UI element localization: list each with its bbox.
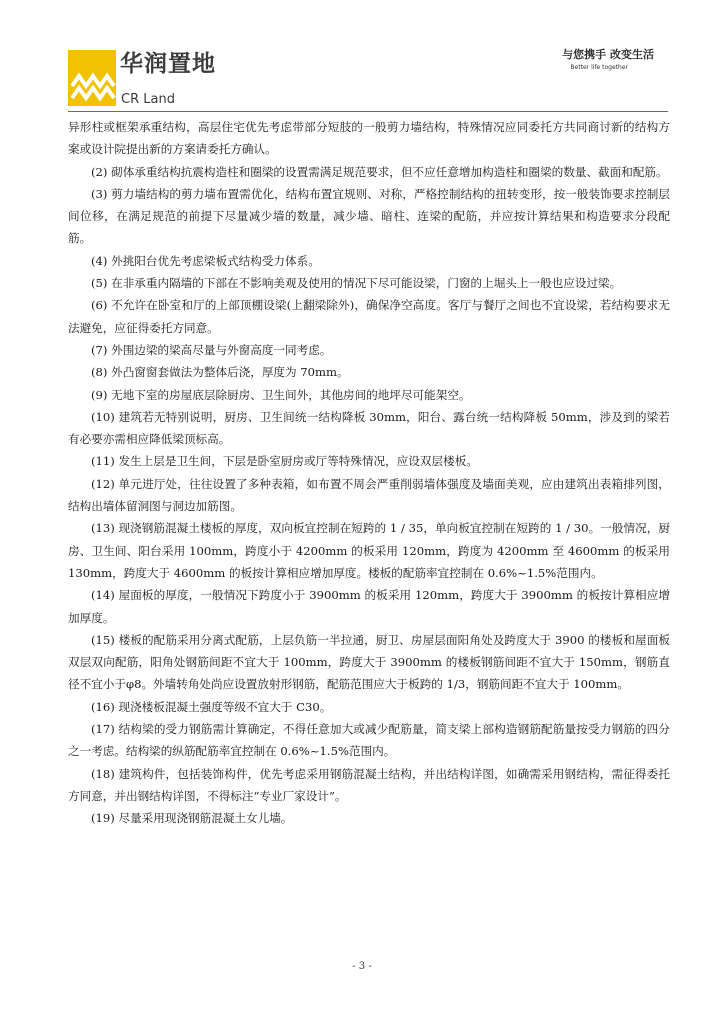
paragraph: (10) 建筑若无特别说明，厨房、卫生间统一结构降板 30mm，阳台、露台统一结构降板 50mm，涉及到的梁若有必要亦需相应降低梁顶标高。 (68, 409, 670, 447)
logo-chinese-name: 华润置地 (120, 51, 216, 77)
header-divider (68, 111, 668, 112)
paragraph: (2) 砌体承重结构抗震构造柱和圈梁的设置需满足规范要求，但不应任意增加构造柱和圈梁的数量、截面和配筋。 (91, 164, 668, 179)
document-body (68, 116, 670, 830)
paragraph: (4) 外挑阳台优先考虑梁板式结构受力体系。 (91, 253, 320, 268)
paragraph: (5) 在非承重内隔墙的下部在不影响美观及使用的情况下尽可能设梁，门窗的上堀头上一般也应设过梁。 (91, 276, 622, 291)
paragraph: (13) 现浇钢筋混凝土楼板的厚度，双向板宜控制在短跨的 1 / 35，单向板宜控制在短跨的 1 / 30。一般情况，厨房、卫生间、阳台采用 100mm，跨度小于 4200mm 的板采用 120mm，跨度为 4200mm 至 4600mm 的板采用 130mm，跨度大于 4600mm 的板按计算相应增加厚度。楼板的配筋率宜控制在 0.6%~1.5%范围内。 (68, 521, 670, 580)
page-number: - 3 - (352, 961, 372, 972)
paragraph: (19) 尽量采用现浇钢筋混凝土女儿墙。 (91, 811, 293, 826)
paragraph: (6) 不允许在卧室和厅的上部顶棚设梁(上翻梁除外)，确保净空高度。客厅与餐厅之间也不宜设梁，若结构要求无法避免，应征得委托方同意。 (68, 298, 670, 335)
logo-english-name: CR Land (121, 92, 175, 107)
paragraph: (3) 剪力墙结构的剪力墙布置需优化，结构布置宜规则、对称，严格控制结构的扭转变形，按一般装饰要求控制层间位移，在满足规范的前提下尽量减少墙的数量，减少墙、暗柱、连梁的配筋，并应按计算结果和构造要求分段配筋。 (68, 186, 670, 246)
paragraph: 异形柱或框架承重结构，高层住宅优先考虑带部分短肢的一般剪力墙结构，特殊情况应同委托方共同商讨新的结构方案或设计院提出新的方案请委托方确认。 (68, 120, 670, 157)
paragraph: (8) 外凸窗窗套做法为整体后浇，厚度为 70mm。 (91, 365, 349, 380)
paragraph: (15) 楼板的配筋采用分离式配筋，上层负筋一半拉通，厨卫、房屋层面阳角处及跨度大于 3900 的楼板和屋面板双层双向配筋，阳角处钢筋间距不宜大于 100mm，跨度大于 3900mm 的楼板钢筋间距不宜大于 150mm，钢筋直径不宜小于φ8。外墙转角处尚应设置放射形钢筋，配筋范围应大于板跨的 1/3，钢筋间距不宜大于 100mm。 (68, 632, 670, 692)
paragraph: (9) 无地下室的房屋底层除厨房、卫生间外，其他房间的地坪尽可能架空。 (91, 387, 471, 402)
slogan-chinese: 与您携手 改变生活 (562, 48, 654, 61)
paragraph: (12) 单元进厅处，往往设置了多种表箱，如布置不周会严重削弱墙体强度及墙面美观，应由建筑出表箱排列图，结构出墙体留洞图与洞边加筋图。 (68, 476, 670, 514)
paragraph: (11) 发生上层是卫生间，下层是卧室厨房或厅等特殊情况，应设双层楼板。 (91, 454, 478, 469)
cr-land-logo-icon (68, 50, 116, 106)
paragraph: (16) 现浇楼板混凝土强度等级不宜大于 C30。 (91, 699, 332, 714)
paragraph: (14) 屋面板的厚度，一般情况下跨度小于 3900mm 的板采用 120mm，跨度大于 3900mm 的板按计算相应增加厚度。 (68, 588, 670, 625)
paragraph: (17) 结构梁的受力钢筋需计算确定，不得任意加大或减少配筋量，简支梁上部构造钢筋配筋量按受力钢筋的四分之一考虑。结构梁的纵筋配筋率宜控制在 0.6%~1.5%范围内。 (68, 722, 670, 759)
paragraph: (18) 建筑构件，包括装饰构件，优先考虑采用钢筋混凝土结构，并出结构详图，如确需采用钢结构，需征得委托方同意，并出钢结构详图，不得标注“专业厂家设计”。 (68, 766, 670, 803)
paragraph: (7) 外围边梁的梁高尽量与外窗高度一同考虑。 (91, 342, 332, 357)
page-header (0, 0, 724, 112)
slogan-english: Better life together (570, 64, 628, 71)
